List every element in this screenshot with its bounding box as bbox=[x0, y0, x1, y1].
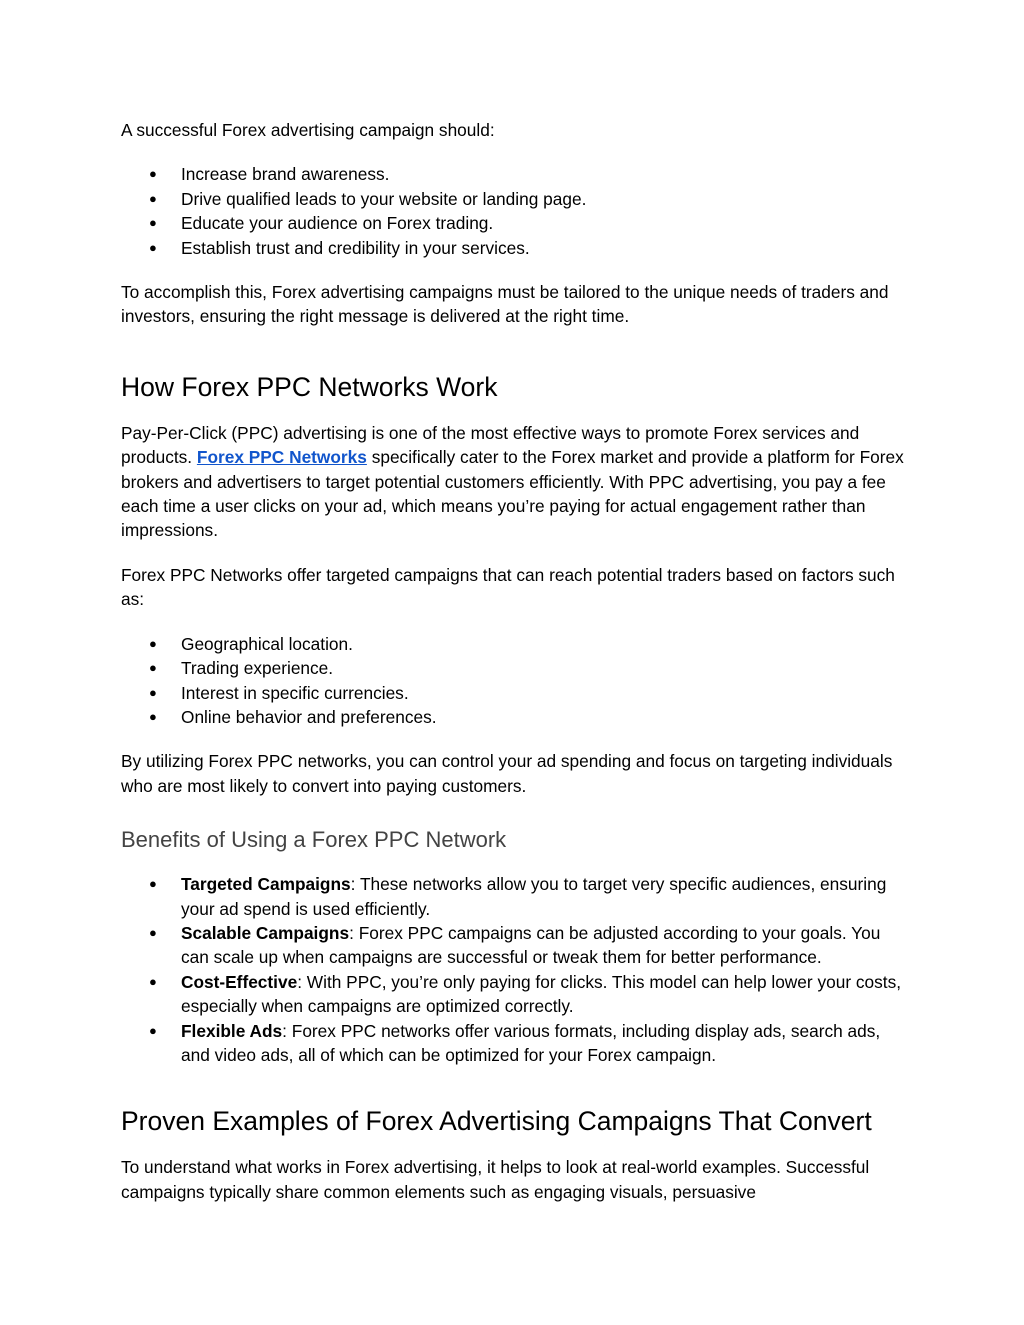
document-page bbox=[121, 118, 911, 1204]
bullet-icon: ● bbox=[149, 708, 157, 724]
list-item: ● Trading experience. bbox=[121, 656, 911, 680]
list-item: ● Online behavior and preferences. bbox=[121, 705, 911, 729]
bullet-icon: ● bbox=[149, 635, 157, 651]
section-subheading-benefits: Benefits of Using a Forex PPC Network bbox=[121, 827, 507, 853]
list-item: ● Interest in specific currencies. bbox=[121, 681, 911, 705]
examples-intro-paragraph: To understand what works in Forex advertising, it helps to look at real-world examples. Successful campaigns typically share common elements such as engaging visuals, persuasive bbox=[121, 1157, 870, 1202]
benefit-term: Cost-Effective bbox=[181, 971, 298, 992]
list-item: ● Drive qualified leads to your website or landing page. bbox=[121, 187, 911, 211]
intro-lead: A successful Forex advertising campaign should: bbox=[121, 120, 495, 140]
bullet-icon: ● bbox=[149, 215, 157, 231]
bullet-icon: ● bbox=[149, 973, 157, 989]
bullet-icon: ● bbox=[149, 239, 157, 255]
ppc-spending-paragraph: By utilizing Forex PPC networks, you can control your ad spending and focus on targeting individuals who are most likely to convert into paying customers. bbox=[121, 751, 893, 796]
benefit-term: Targeted Campaigns bbox=[181, 874, 351, 895]
list-item: ● Flexible Ads: Forex PPC networks offer various formats, including display ads, search ads, and video ads, all of which can be optimized for your Forex campaign. bbox=[149, 1020, 881, 1065]
bullet-icon: ● bbox=[149, 876, 157, 892]
list-item: ● Scalable Campaigns: Forex PPC campaigns can be adjusted according to your goals. You can scale up when campaigns are successful or tweak them for better performance. bbox=[149, 922, 881, 968]
bullet-icon: ● bbox=[149, 924, 157, 940]
benefit-term: Flexible Ads bbox=[181, 1020, 283, 1041]
bullet-icon: ● bbox=[149, 1022, 157, 1038]
bullet-icon: ● bbox=[149, 166, 157, 182]
intro-closing: To accomplish this, Forex advertising campaigns must be tailored to the unique needs of traders and investors, ensuring the right message is delivered at the right time. bbox=[121, 282, 889, 327]
list-item: ● Geographical location. bbox=[121, 632, 911, 656]
section-heading-ppc-networks: How Forex PPC Networks Work bbox=[121, 371, 498, 402]
list-item: ● Targeted Campaigns: These networks allow you to target very specific audiences, ensuring your ad spend is used efficiently. bbox=[149, 874, 887, 919]
targeting-factor-list bbox=[121, 632, 911, 730]
ppc-intro-paragraph: Pay-Per-Click (PPC) advertising is one of the most effective ways to promote Forex services and products. Forex PPC Networks specifically cater to the Forex market and provide a platform for Forex brokers and advertisers to target potential customers efficiently. With PPC advertising, you pay a fee each time a user clicks on your ad, which means you’re paying for actual engagement rather than impressions. bbox=[121, 422, 904, 541]
list-item: ● Establish trust and credibility in your services. bbox=[121, 236, 911, 260]
benefits-list bbox=[121, 872, 911, 1067]
bullet-icon: ● bbox=[149, 660, 157, 676]
list-item: ● Cost-Effective: With PPC, you’re only paying for clicks. This model can help lower your costs, especially when campaigns are optimized correctly. bbox=[149, 971, 902, 1017]
intro-bullet-list bbox=[121, 162, 911, 260]
list-item: ● Increase brand awareness. bbox=[121, 162, 911, 186]
section-heading-proven-examples: Proven Examples of Forex Advertising Campaigns That Convert bbox=[121, 1106, 872, 1137]
forex-ppc-networks-link[interactable]: Forex PPC Networks bbox=[196, 447, 367, 468]
benefit-term: Scalable Campaigns bbox=[181, 922, 350, 943]
list-item: ● Educate your audience on Forex trading. bbox=[121, 211, 911, 235]
bullet-icon: ● bbox=[149, 190, 157, 206]
ppc-targeting-paragraph: Forex PPC Networks offer targeted campaigns that can reach potential traders based on factors such as: bbox=[121, 564, 895, 610]
bullet-icon: ● bbox=[149, 684, 157, 700]
